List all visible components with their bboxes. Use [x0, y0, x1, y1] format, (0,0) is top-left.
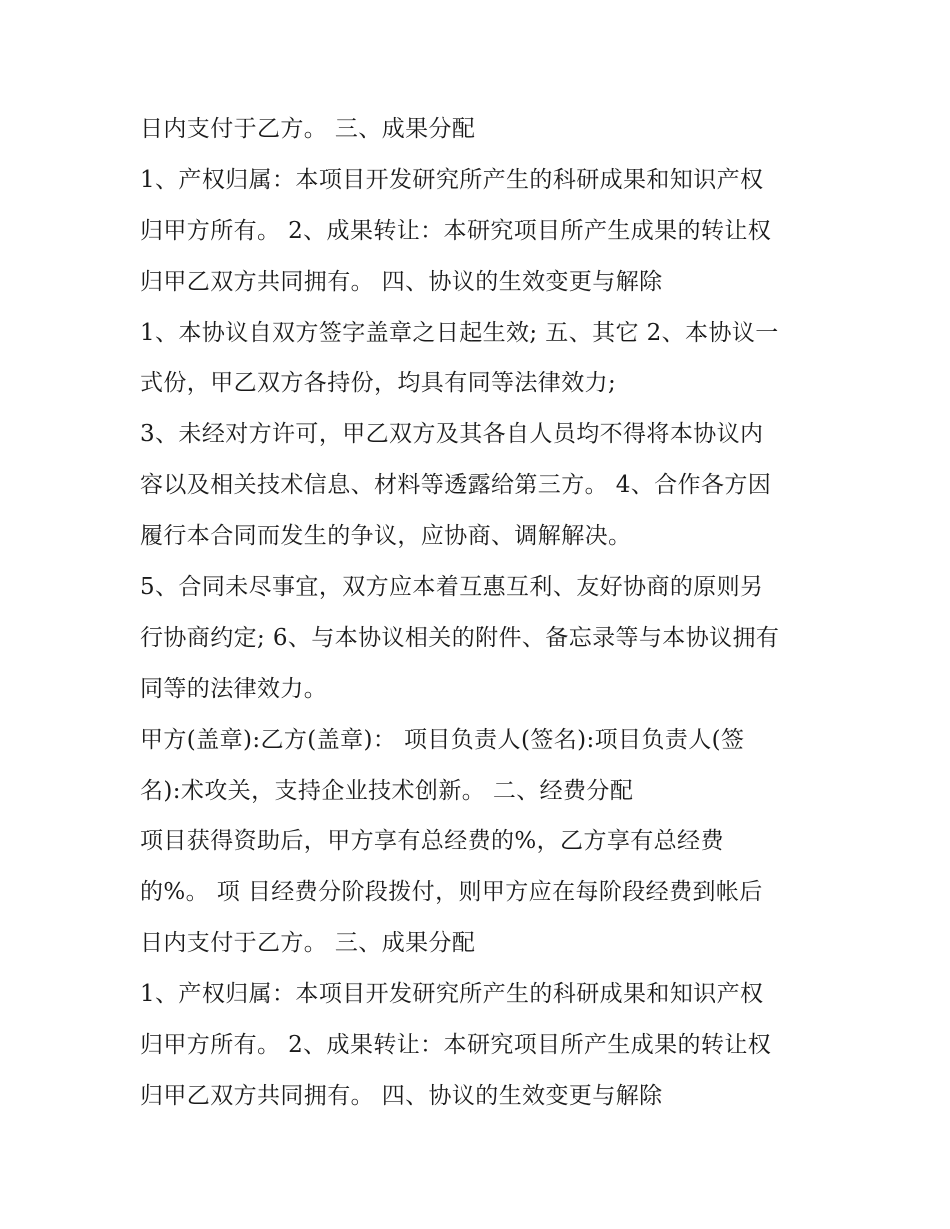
text-line: 项目获得资助后，甲方享有总经费的%，乙方享有总经费 — [140, 828, 724, 855]
text-line: 1、产权归属：本项目开发研究所产生的科研成果和知识产权 — [140, 981, 764, 1008]
text-line: 归甲乙双方共同拥有。 四、协议的生效变更与解除 — [140, 268, 663, 295]
text-line: 归甲方所有。 2、成果转让：本研究项目所产生成果的转让权 — [140, 1032, 772, 1059]
text-line: 1、本协议自双方签字盖章之日起生效; 五、其它 2、本协议一 — [140, 319, 779, 346]
text-line: 5、合同未尽事宜，双方应本着互惠互利、友好协商的原则另 — [140, 574, 764, 601]
text-line: 归甲乙双方共同拥有。 四、协议的生效变更与解除 — [140, 1082, 663, 1109]
text-line: 名):术攻关，支持企业技术创新。 二、经费分配 — [140, 777, 634, 804]
text-line: 履行本合同而发生的争议，应协商、调解解决。 — [140, 523, 632, 550]
text-line: 甲方(盖章):乙方(盖章)： 项目负责人(签名):项目负责人(签 — [140, 726, 745, 753]
text-line: 1、产权归属：本项目开发研究所产生的科研成果和知识产权 — [140, 166, 764, 193]
text-line: 日内支付于乙方。 三、成果分配 — [140, 930, 476, 957]
text-line: 容以及相关技术信息、材料等透露给第三方。 4、合作各方因 — [140, 472, 772, 499]
text-line: 同等的法律效力。 — [140, 675, 328, 702]
text-line: 的%。 项 目经费分阶段拨付，则甲方应在每阶段经费到帐后 — [140, 879, 763, 906]
text-line: 式份，甲乙双方各持份，均具有同等法律效力; — [140, 370, 617, 397]
text-line: 日内支付于乙方。 三、成果分配 — [140, 116, 476, 142]
text-line: 行协商约定; 6、与本协议相关的附件、备忘录等与本协议拥有 — [140, 624, 780, 651]
document-body — [140, 104, 820, 1122]
text-line: 3、未经对方许可，甲乙双方及其各自人员均不得将本协议内 — [140, 421, 764, 448]
text-line: 归甲方所有。 2、成果转让：本研究项目所产生成果的转让权 — [140, 217, 772, 244]
